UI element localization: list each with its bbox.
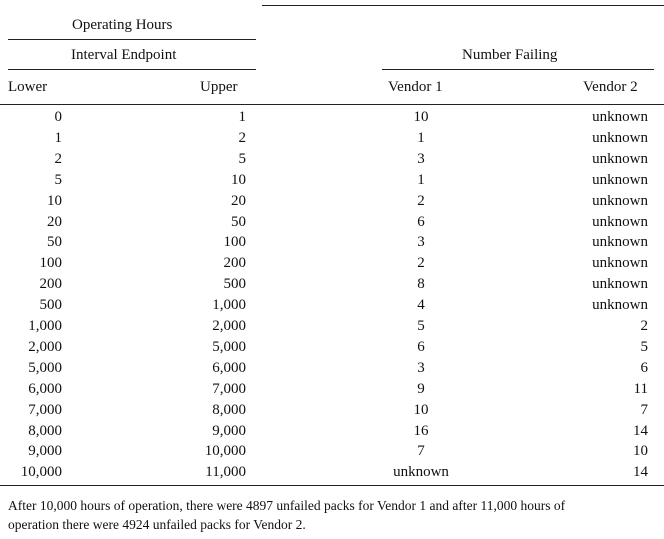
vendor2-cell: unknown xyxy=(592,109,648,125)
lower-cell: 1,000 xyxy=(28,318,62,334)
table-row xyxy=(0,380,664,401)
upper-cell: 9,000 xyxy=(212,422,246,439)
number-failing-header: Number Failing xyxy=(462,47,558,63)
vendor2-cell: unknown xyxy=(592,276,648,293)
upper-cell: 200 xyxy=(223,255,246,272)
operating-hours-header: Operating Hours xyxy=(72,17,173,33)
operating-hours-rule xyxy=(8,39,256,40)
upper-cell: 1,000 xyxy=(212,297,246,314)
vendor1-cell: 2 xyxy=(417,192,425,209)
upper-cell: 50 xyxy=(231,213,246,230)
vendor1-cell: 6 xyxy=(417,338,425,355)
upper-cell: 5 xyxy=(238,150,246,167)
vendor1-cell: 2 xyxy=(417,255,425,272)
vendor1-cell: 3 xyxy=(417,150,425,167)
table-row xyxy=(0,129,664,150)
lower-cell: 10,000 xyxy=(20,464,62,481)
lower-cell: 2 xyxy=(54,150,62,167)
top-rule xyxy=(262,5,664,6)
vendor2-cell: 14 xyxy=(633,464,648,481)
lower-cell: 50 xyxy=(47,234,62,251)
lower-cell: 9,000 xyxy=(28,443,62,460)
lower-cell: 500 xyxy=(39,297,62,314)
footnote-line-1: After 10,000 hours of operation, there were 4897 unfailed packs for Vendor 1 and after 11,000 hours of xyxy=(8,498,566,513)
upper-cell: 7,000 xyxy=(212,380,246,397)
vendor2-cell: 2 xyxy=(640,318,648,334)
upper-cell: 8,000 xyxy=(212,401,246,418)
vendor2-column-header: Vendor 2 xyxy=(583,79,638,95)
table-row xyxy=(0,275,664,296)
vendor2-cell: unknown xyxy=(592,297,648,314)
vendor2-cell: 14 xyxy=(633,422,648,439)
vendor2-cell: unknown xyxy=(592,255,648,272)
lower-cell: 1 xyxy=(54,129,62,146)
table-row xyxy=(0,442,664,463)
table-row xyxy=(0,150,664,171)
table-row xyxy=(0,192,664,213)
vendor2-cell: 7 xyxy=(640,401,648,418)
upper-cell: 5,000 xyxy=(212,338,246,355)
upper-cell: 11,000 xyxy=(205,464,246,481)
vendor2-cell: unknown xyxy=(592,150,648,167)
vendor1-cell: 6 xyxy=(417,213,425,230)
lower-cell: 5 xyxy=(54,171,62,188)
vendor1-cell: 9 xyxy=(417,380,425,397)
vendor1-cell: 8 xyxy=(417,276,425,293)
table-row xyxy=(0,108,664,129)
table-bottom-rule xyxy=(0,485,664,486)
vendor1-cell: 3 xyxy=(417,234,425,251)
vendor1-cell: 7 xyxy=(417,443,425,460)
table-row xyxy=(0,463,664,484)
lower-cell: 6,000 xyxy=(28,380,62,397)
table-row xyxy=(0,171,664,192)
vendor1-cell: unknown xyxy=(393,464,449,481)
vendor2-cell: 10 xyxy=(633,443,648,460)
vendor2-cell: unknown xyxy=(592,192,648,209)
vendor2-cell: unknown xyxy=(592,234,648,251)
vendor2-cell: 6 xyxy=(640,359,648,376)
lower-cell: 10 xyxy=(47,192,62,209)
upper-cell: 2 xyxy=(238,129,246,146)
upper-cell: 100 xyxy=(223,234,246,251)
footnote-line-2: operation there were 4924 unfailed packs for Vendor 2. xyxy=(8,517,306,532)
vendor2-cell: 5 xyxy=(640,338,648,355)
vendor1-cell: 1 xyxy=(417,171,425,188)
lower-cell: 0 xyxy=(54,109,62,125)
lower-cell: 7,000 xyxy=(28,401,62,418)
upper-cell: 500 xyxy=(223,276,246,293)
column-header-rule xyxy=(0,104,664,105)
upper-cell: 10,000 xyxy=(204,443,246,460)
lower-cell: 8,000 xyxy=(28,422,62,439)
vendor2-cell: unknown xyxy=(592,213,648,230)
vendor1-cell: 10 xyxy=(413,109,429,125)
upper-cell: 20 xyxy=(231,192,246,209)
vendor1-cell: 1 xyxy=(417,129,425,146)
vendor1-cell: 10 xyxy=(413,401,429,418)
vendor2-cell: unknown xyxy=(592,129,648,146)
interval-endpoint-rule xyxy=(8,69,256,70)
number-failing-rule xyxy=(382,69,654,70)
vendor2-cell: 11 xyxy=(633,380,648,397)
table-row xyxy=(0,317,664,338)
table-row xyxy=(0,233,664,254)
upper-column-header: Upper xyxy=(200,79,238,95)
interval-endpoint-header: Interval Endpoint xyxy=(71,47,177,63)
table-row xyxy=(0,422,664,443)
table-row xyxy=(0,213,664,234)
table-row xyxy=(0,359,664,380)
upper-cell: 1 xyxy=(238,109,246,125)
table-row xyxy=(0,338,664,359)
lower-column-header: Lower xyxy=(8,79,48,95)
table-row xyxy=(0,401,664,422)
upper-cell: 6,000 xyxy=(212,359,246,376)
table-footnote xyxy=(8,496,658,534)
lower-cell: 200 xyxy=(39,276,62,293)
table-row xyxy=(0,296,664,317)
table-row xyxy=(0,254,664,275)
upper-cell: 10 xyxy=(231,171,246,188)
lower-cell: 100 xyxy=(39,255,62,272)
lower-cell: 5,000 xyxy=(28,359,62,376)
vendor1-cell: 3 xyxy=(417,359,425,376)
lower-cell: 2,000 xyxy=(28,338,62,355)
lower-cell: 20 xyxy=(47,213,62,230)
vendor1-cell: 5 xyxy=(417,318,425,334)
vendor2-cell: unknown xyxy=(592,171,648,188)
vendor1-cell: 16 xyxy=(413,422,429,439)
upper-cell: 2,000 xyxy=(212,318,246,334)
vendor1-column-header: Vendor 1 xyxy=(388,79,443,95)
vendor1-cell: 4 xyxy=(417,297,425,314)
